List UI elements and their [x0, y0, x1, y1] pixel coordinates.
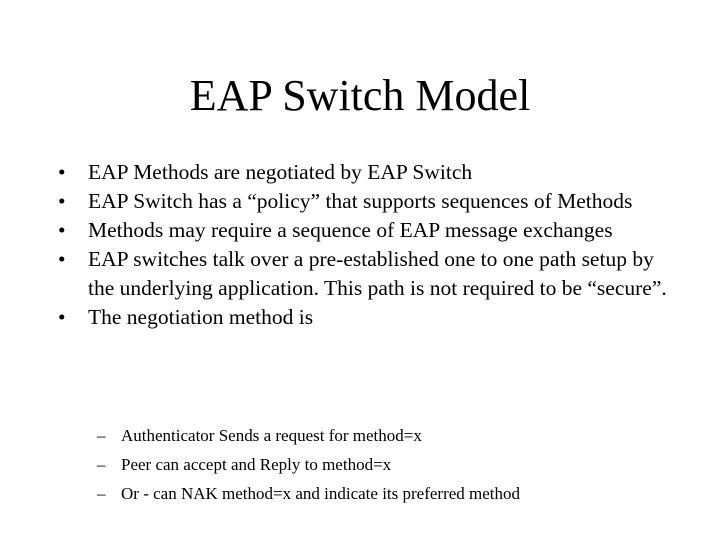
dash-icon: –	[97, 455, 106, 474]
bullet-text: The negotiation method is	[88, 305, 314, 329]
bullet-dot-icon: •	[58, 305, 66, 329]
bullet-dot-icon: •	[58, 160, 66, 184]
sub-bullet-text: Or - can NAK method=x and indicate its preferred method	[121, 484, 521, 503]
bullet-text: EAP switches talk over a pre-established one to one path setup by the underlying application. This path is not required to be “secure”.	[88, 247, 667, 300]
dash-icon: –	[97, 484, 106, 503]
dash-icon: –	[97, 426, 106, 445]
bullet-item	[56, 216, 676, 245]
bullet-item	[56, 187, 676, 216]
bullet-item	[56, 245, 676, 303]
sub-bullet-list	[97, 421, 697, 508]
sub-bullet-item	[97, 450, 697, 479]
bullet-dot-icon: •	[58, 189, 66, 213]
sub-bullet-item	[97, 421, 697, 450]
bullet-text: Methods may require a sequence of EAP message exchanges	[88, 218, 613, 242]
bullet-dot-icon: •	[58, 218, 66, 242]
bullet-text: EAP Methods are negotiated by EAP Switch	[88, 160, 473, 184]
sub-bullet-text: Peer can accept and Reply to method=x	[121, 455, 392, 474]
bullet-item	[56, 158, 676, 187]
sub-bullet-item	[97, 479, 697, 508]
slide-title: EAP Switch Model	[189, 71, 531, 120]
bullet-item	[56, 303, 676, 332]
bullet-list	[56, 158, 676, 332]
bullet-dot-icon: •	[58, 247, 66, 271]
sub-bullet-text: Authenticator Sends a request for method=x	[121, 426, 422, 445]
bullet-text: EAP Switch has a “policy” that supports sequences of Methods	[88, 189, 633, 213]
